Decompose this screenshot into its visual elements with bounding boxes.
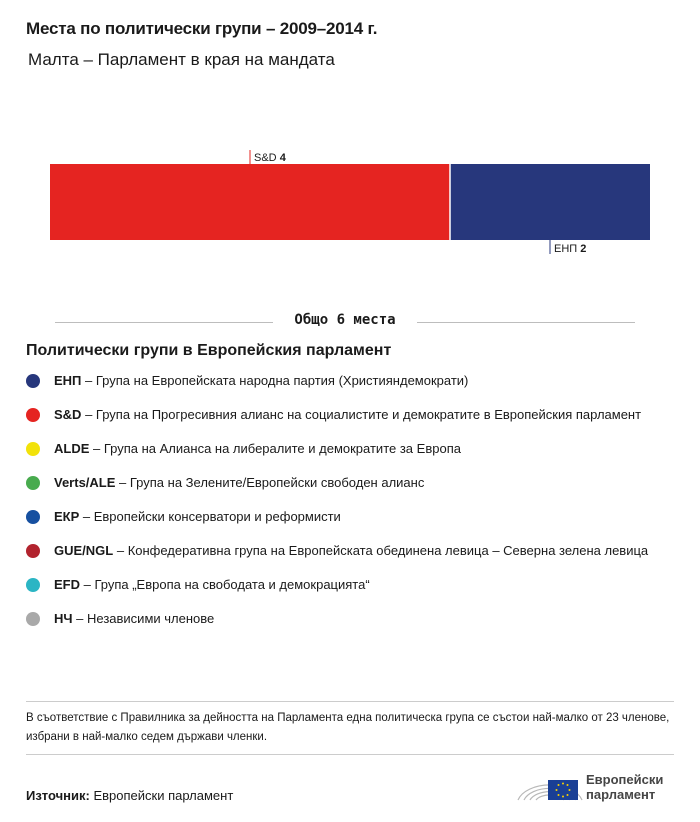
legend-dot-icon [26, 476, 40, 490]
legend-item-gue-ngl [26, 542, 666, 560]
legend-item-epp [26, 372, 666, 390]
bar-segment [450, 164, 650, 240]
legend-abbr: НЧ [54, 611, 73, 626]
legend-dot-icon [26, 544, 40, 558]
legend-item-alde [26, 440, 666, 458]
legend-text: – Независими членове [72, 611, 215, 626]
logo-text-line2: парламент [586, 787, 656, 802]
legend-abbr: ALDE [54, 441, 90, 456]
page-title: Места по политически групи – 2009–2014 г. [26, 19, 378, 38]
legend-text: – Група на Европейската народна партия (Християндемократи) [81, 373, 469, 388]
legend-title: Политически групи в Европейския парламент [26, 342, 392, 359]
legend-dot-icon [26, 408, 40, 422]
logo-text-line1: Европейски [586, 772, 664, 787]
logo-text [586, 772, 663, 802]
legend-text: – Група на Прогресивния алианс на социалистите и демократите в Европейския парламент [81, 407, 642, 422]
legend-abbr: EFD [54, 577, 80, 592]
legend-abbr: ЕНП [54, 373, 82, 388]
footnote: В съответствие с Правилника за дейността на Парламента една политическа група се състои най-малко от 23 членове, избрани в най-малко седем държави членки. [26, 712, 670, 743]
source-label: Източник: [26, 788, 90, 803]
legend-item-sd [26, 406, 666, 424]
bar-segment [50, 164, 450, 240]
legend-text: – Група на Зелените/Европейски свободен алианс [115, 475, 425, 490]
legend-abbr: ЕКР [54, 509, 80, 524]
legend-dot-icon [26, 374, 40, 388]
seat-bar-chart [0, 140, 700, 270]
legend-dot-icon [26, 442, 40, 456]
total-seats-label: Общо 6 места [294, 312, 396, 328]
legend-item-verts-ale [26, 474, 666, 492]
footnote-divider-bottom [26, 754, 674, 755]
legend-item-ecr [26, 508, 666, 526]
legend-dot-icon [26, 510, 40, 524]
legend-abbr: S&D [54, 407, 82, 422]
footnote-divider-top [26, 701, 674, 702]
legend-item-efd [26, 576, 666, 594]
bar-data-label: ЕНП 2 [554, 243, 587, 255]
legend-text: – Конфедеративна група на Европейската обединена левица – Северна зелена левица [113, 543, 649, 558]
legend-dot-icon [26, 612, 40, 626]
legend-abbr: Verts/ALE [54, 475, 116, 490]
chart-subtitle: Малта – Парламент в края на мандата [28, 50, 335, 69]
legend-dot-icon [26, 578, 40, 592]
legend-abbr: GUE/NGL [54, 543, 114, 558]
source [26, 788, 233, 803]
total-seats [55, 312, 635, 332]
total-divider-right [417, 322, 635, 323]
legend [26, 372, 666, 644]
legend-text: – Европейски консерватори и реформисти [79, 509, 341, 524]
bar-data-label: S&D 4 [254, 152, 286, 164]
legend-text: – Група „Европа на свободата и демокрацията“ [80, 577, 370, 592]
source-value: Европейски парламент [89, 788, 234, 803]
legend-item-ni [26, 610, 666, 628]
legend-text: – Група на Алианса на либералите и демократите за Европа [89, 441, 461, 456]
